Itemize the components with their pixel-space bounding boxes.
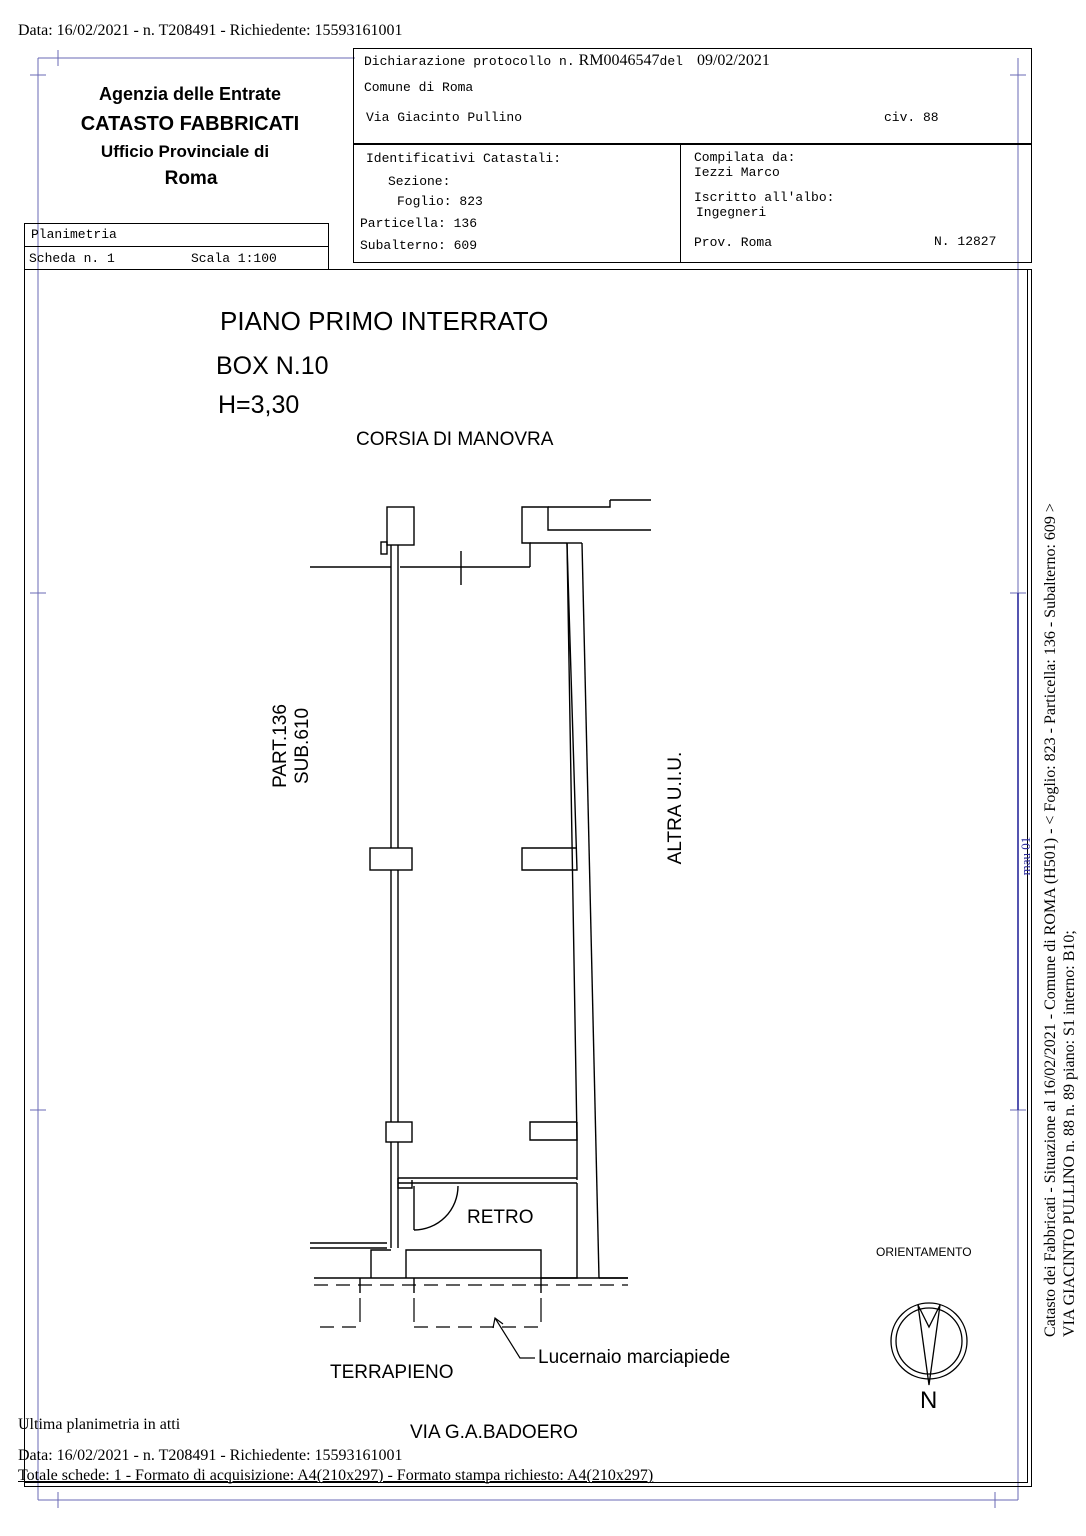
sezione: Sezione: (388, 174, 451, 189)
floor-title: PIANO PRIMO INTERRATO (220, 306, 549, 336)
provincia: Prov. Roma (694, 235, 773, 250)
compilatore-name: Iezzi Marco (694, 165, 780, 180)
altra-uiu-label: ALTRA U.I.U. (665, 751, 686, 865)
part-label: PART.136 (270, 704, 291, 788)
footer-request-line: Data: 16/02/2021 - n. T208491 - Richiedente: 15593161001 (18, 1447, 403, 1464)
civic-number: civ. 88 (884, 110, 939, 125)
planimetria-label: Planimetria (31, 227, 117, 242)
foglio: Foglio: 823 (397, 194, 483, 209)
orientamento-label: ORIENTAMENTO (876, 1245, 972, 1259)
albo-value: Ingegneri (696, 205, 767, 220)
header-request-line: Data: 16/02/2021 - n. T208491 - Richiedente: 15593161001 (18, 22, 403, 39)
terrapieno-label: TERRAPIENO (330, 1362, 454, 1383)
ceiling-height: H=3,30 (218, 391, 300, 419)
ufficio-city: Roma (164, 168, 218, 189)
comune: Comune di Roma (364, 80, 474, 95)
subalterno: Subalterno: 609 (360, 238, 478, 253)
side-line-1: Catasto dei Fabbricati - Situazione al 16/02/2021 - Comune di ROMA (H501) - < Foglio: 823 - Particella: 136 - Subalterno: 609 > (1042, 503, 1059, 1337)
particella: Particella: 136 (360, 216, 478, 231)
sub-label: SUB.610 (292, 707, 313, 785)
protocol-date: 09/02/2021 (696, 52, 770, 69)
compass-icon (891, 1303, 967, 1385)
lucernaio-label: Lucernaio marciapiede (538, 1347, 731, 1368)
ultima-planimetria: Ultima planimetria in atti (18, 1416, 181, 1433)
corsia-label: CORSIA DI MANOVRA (356, 429, 554, 450)
side-line-2: VIA GIACINTO PULLINO n. 88 n. 89 piano: S1 interno: B10; (1061, 930, 1078, 1337)
albo-label: Iscritto all'albo: (694, 190, 835, 205)
side-mark: mau 01 (1018, 836, 1033, 876)
protocol-label: Dichiarazione protocollo n. (364, 54, 575, 69)
protocol-number: RM0046547 (578, 52, 660, 69)
identificativi-title: Identificativi Catastali: (366, 151, 562, 166)
del-label: del (659, 54, 683, 69)
albo-number: N. 12827 (934, 234, 997, 249)
agency-name: Agenzia delle Entrate (98, 84, 282, 104)
scheda-number: Scheda n. 1 (29, 251, 115, 266)
north-label: N (920, 1387, 938, 1414)
catasto-title: CATASTO FABBRICATI (80, 113, 300, 135)
via-address: Via Giacinto Pullino (366, 110, 523, 125)
adjacent-unit-label (270, 704, 314, 788)
street-label: VIA G.A.BADOERO (410, 1422, 578, 1443)
scala-label: Scala 1:100 (191, 251, 277, 266)
side-catasto-info (1041, 503, 1079, 1337)
ufficio-label: Ufficio Provinciale di (100, 142, 270, 161)
compilata-label: Compilata da: (694, 150, 796, 165)
footer-format-line: Totale schede: 1 - Formato di acquisizione: A4(210x297) - Formato stampa richiesto: A4(210x297) (18, 1467, 654, 1484)
box-number: BOX N.10 (216, 352, 329, 380)
retro-label: RETRO (467, 1207, 534, 1228)
